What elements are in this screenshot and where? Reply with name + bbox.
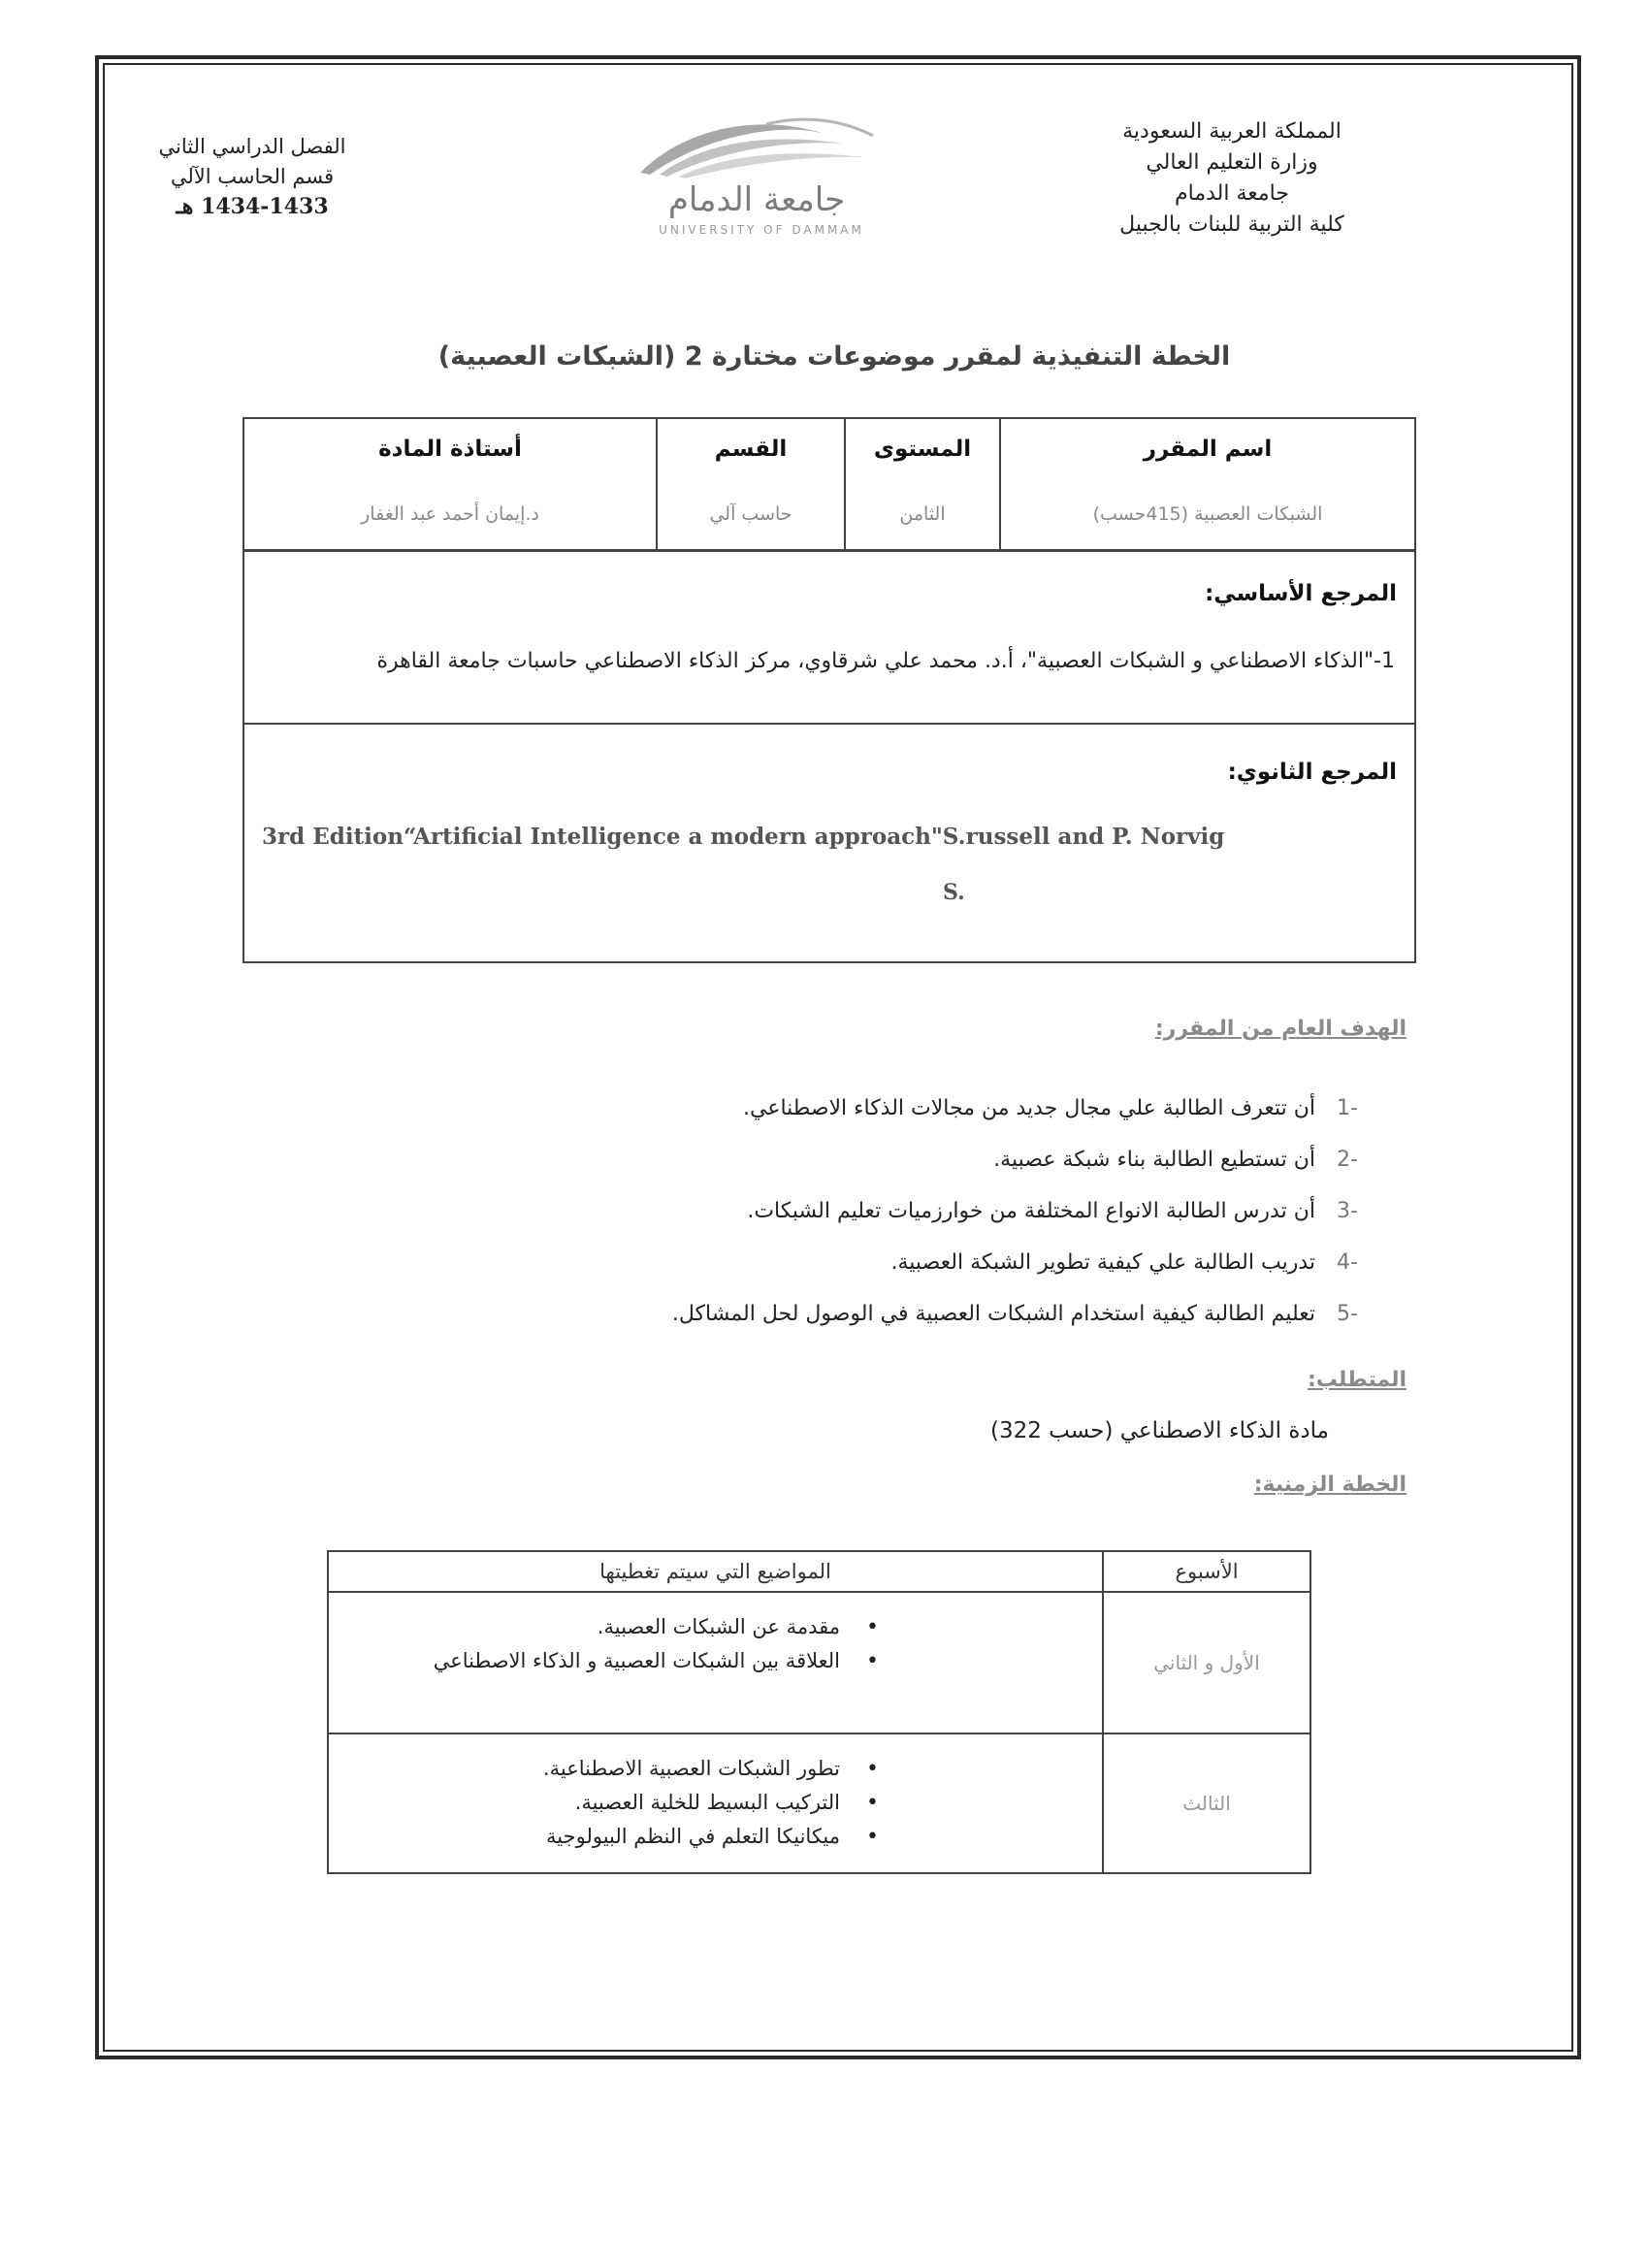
table-row (328, 1592, 1310, 1733)
prerequisite-title: المتطلب: (1307, 1368, 1406, 1392)
goal-item (485, 1250, 1358, 1302)
goal-number: -2 (1337, 1148, 1358, 1172)
schedule-topics (328, 1592, 1103, 1733)
header-year: 1434-1433 هـ (176, 194, 329, 219)
university-logo (621, 114, 912, 250)
primary-reference-title: المرجع الأساسي: (1205, 581, 1397, 606)
schedule-table (327, 1550, 1311, 1874)
header-semester-info (146, 132, 359, 222)
secondary-reference-text: 3rd Edition“Artificial Intelligence a modern approach"S.russell and P. Norvig (262, 824, 1225, 850)
schedule-week: الثالث (1103, 1733, 1310, 1873)
header-university: جامعة الدمام (1175, 181, 1289, 206)
header-institution (1057, 116, 1406, 241)
header-teacher: أستاذة المادة (243, 418, 657, 479)
table-row (328, 1733, 1310, 1873)
schedule-week: الأول و الثاني (1103, 1592, 1310, 1733)
value-teacher: د.إيمان أحمد عبد الغفار (243, 479, 657, 550)
secondary-reference-text-cont: S. (943, 880, 965, 905)
list-item: • مقدمة عن الشبكات العصبية. (329, 1610, 840, 1644)
header-country: المملكة العربية السعودية (1122, 119, 1342, 144)
goal-number: -4 (1337, 1250, 1358, 1275)
goals-list (485, 1096, 1358, 1353)
goal-text: أن تتعرف الطالبة علي مجال جديد من مجالات الذكاء الاصطناعي. (742, 1096, 1315, 1120)
goal-item (485, 1096, 1358, 1148)
header-dept: القسم (657, 418, 845, 479)
goal-text: أن تدرس الطالبة الانواع المختلفة من خوارزميات تعليم الشبكات. (747, 1199, 1315, 1223)
goal-text: أن تستطيع الطالبة بناء شبكة عصبية. (993, 1148, 1315, 1172)
secondary-reference-title: المرجع الثانوي: (1227, 760, 1397, 785)
goal-item (485, 1302, 1358, 1353)
value-dept: حاسب آلي (657, 479, 845, 550)
list-item: • تطور الشبكات العصبية الاصطناعية. (329, 1752, 840, 1786)
header-department: قسم الحاسب الآلي (170, 165, 335, 188)
goal-number: -1 (1337, 1096, 1358, 1120)
prerequisite-text: مادة الذكاء الاصطناعي (حسب 322) (989, 1418, 1329, 1443)
primary-reference-text: 1-"الذكاء الاصطناعي و الشبكات العصبية"، أ.د. محمد علي شرقاوي، مركز الذكاء الاصطناعي حاسبات جامعة القاهرة (376, 649, 1395, 673)
value-course: الشبكات العصبية (415حسب) (1000, 479, 1415, 550)
goal-text: تدريب الطالبة علي كيفية تطوير الشبكة العصبية. (890, 1250, 1315, 1275)
logo-arabic-name: جامعة الدمام (667, 180, 846, 219)
schedule-topics (328, 1733, 1103, 1873)
goal-item (485, 1148, 1358, 1199)
goal-item (485, 1199, 1358, 1250)
goal-text: تعليم الطالبة كيفية استخدام الشبكات العصبية في الوصول لحل المشاكل. (671, 1302, 1315, 1326)
goals-title: الهدف العام من المقرر: (1154, 1017, 1406, 1041)
page-title: الخطة التنفيذية لمقرر موضوعات مختارة 2 (الشبكات العصبية) (437, 341, 1231, 372)
value-level: الثامن (845, 479, 1000, 550)
goal-number: -5 (1337, 1302, 1358, 1326)
goal-number: -3 (1337, 1199, 1358, 1223)
primary-reference-box (242, 550, 1416, 725)
schedule-title: الخطة الزمنية: (1253, 1473, 1406, 1497)
schedule-header-week: الأسبوع (1103, 1551, 1310, 1592)
secondary-reference-box (242, 723, 1416, 963)
header-college: كلية التربية للبنات بالجبيل (1119, 212, 1344, 237)
list-item: • العلاقة بين الشبكات العصبية و الذكاء الاصطناعي (329, 1644, 840, 1678)
course-info-table (242, 417, 1416, 551)
header-level: المستوى (845, 418, 1000, 479)
logo-english-name: UNIVERSITY OF DAMMAM (659, 223, 864, 237)
header-semester: الفصل الدراسي الثاني (158, 135, 346, 158)
header-ministry: وزارة التعليم العالي (1146, 150, 1318, 175)
logo-wave-icon (621, 114, 892, 182)
list-item: • ميكانيكا التعلم في النظم البيولوجية (329, 1820, 840, 1854)
list-item: • التركيب البسيط للخلية العصبية. (329, 1786, 840, 1820)
schedule-header-topics: المواضيع التي سيتم تغطيتها (328, 1551, 1103, 1592)
header-course: اسم المقرر (1000, 418, 1415, 479)
